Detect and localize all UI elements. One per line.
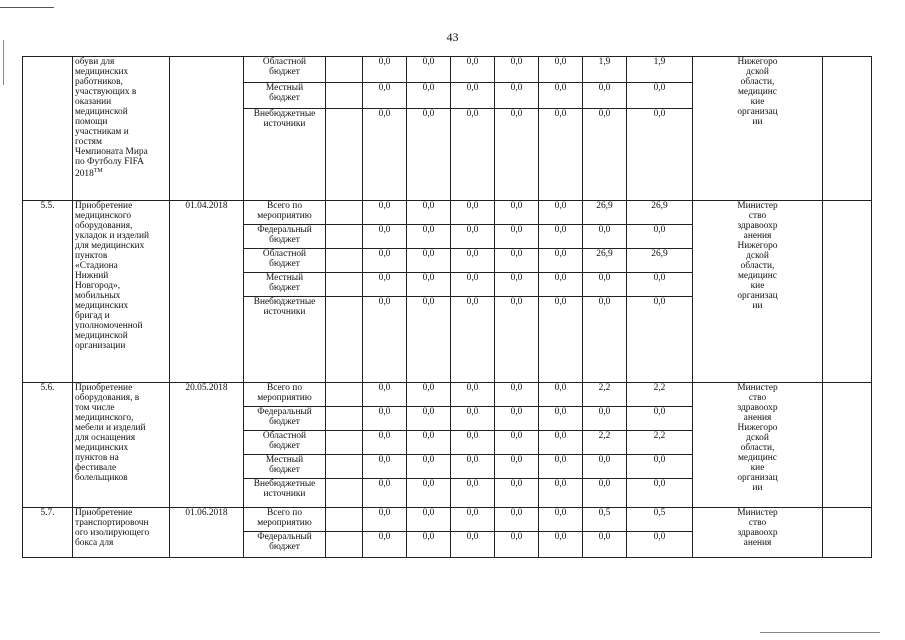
- empty-cell: [326, 508, 363, 532]
- activity-name: [73, 383, 170, 508]
- amount-cell: 0,0: [495, 431, 539, 455]
- amount-cell: 0,0: [407, 431, 451, 455]
- amount-cell: 0,0: [495, 83, 539, 109]
- amount-cell: 2,2: [627, 383, 693, 407]
- amount-cell: 0,0: [451, 431, 495, 455]
- amount-cell: 0,0: [407, 83, 451, 109]
- amount-cell: 26,9: [583, 249, 627, 273]
- table-row: [23, 508, 872, 532]
- amount-cell: 0,0: [407, 297, 451, 383]
- amount-cell: 0,0: [495, 407, 539, 431]
- amount-cell: 0,0: [407, 479, 451, 508]
- amount-cell: 0,0: [451, 508, 495, 532]
- amount-cell: 0,0: [495, 532, 539, 558]
- amount-cell: 0,0: [583, 407, 627, 431]
- amount-cell: 0,0: [363, 57, 407, 83]
- empty-cell: [326, 83, 363, 109]
- amount-cell: 0,0: [451, 57, 495, 83]
- funding-source: Областной бюджет: [244, 249, 326, 273]
- amount-cell: 0,0: [407, 225, 451, 249]
- amount-cell: 0,0: [407, 383, 451, 407]
- activity-date: 20.05.2018: [170, 383, 244, 508]
- amount-cell: 0,0: [539, 57, 583, 83]
- activity-name-text: Приобретение оборудования, в том числе медицинского, мебели и изделий для оснащения медицинских пунктов на фестивале болельщиков: [75, 383, 146, 483]
- funding-source: Федеральный бюджет: [244, 225, 326, 249]
- empty-cell: [326, 201, 363, 225]
- activity-number: [23, 57, 73, 201]
- amount-cell: 0,0: [627, 532, 693, 558]
- amount-cell: 26,9: [627, 249, 693, 273]
- amount-cell: 0,0: [627, 455, 693, 479]
- table-row: [23, 383, 872, 407]
- amount-cell: 0,0: [627, 83, 693, 109]
- amount-cell: 1,9: [627, 57, 693, 83]
- amount-cell: 0,0: [363, 383, 407, 407]
- notes-cell: [823, 508, 872, 558]
- amount-cell: 0,0: [539, 201, 583, 225]
- amount-cell: 0,0: [539, 431, 583, 455]
- amount-cell: 0,0: [627, 225, 693, 249]
- empty-cell: [326, 383, 363, 407]
- amount-cell: 0,0: [495, 57, 539, 83]
- amount-cell: 0,0: [539, 249, 583, 273]
- funding-source: Внебюджетные источники: [244, 479, 326, 508]
- amount-cell: 0,0: [363, 455, 407, 479]
- activity-name: [73, 57, 170, 201]
- activity-date: 01.04.2018: [170, 201, 244, 383]
- table-row: [23, 201, 872, 225]
- amount-cell: 0,0: [583, 109, 627, 201]
- amount-cell: 0,0: [539, 273, 583, 297]
- amount-cell: 0,0: [407, 532, 451, 558]
- funding-source: Местный бюджет: [244, 455, 326, 479]
- amount-cell: 0,0: [407, 455, 451, 479]
- activity-date: 01.06.2018: [170, 508, 244, 558]
- executor: Нижегоро дской области, медицинс кие организац ии: [693, 57, 823, 201]
- amount-cell: 0,0: [363, 83, 407, 109]
- trademark-sup: TM: [93, 167, 103, 174]
- amount-cell: 0,0: [451, 201, 495, 225]
- amount-cell: 0,0: [627, 297, 693, 383]
- empty-cell: [326, 455, 363, 479]
- notes-cell: [823, 57, 872, 201]
- amount-cell: 0,0: [495, 225, 539, 249]
- activity-number: 5.7.: [23, 508, 73, 558]
- amount-cell: 0,5: [583, 508, 627, 532]
- amount-cell: 0,0: [407, 109, 451, 201]
- notes-cell: [823, 201, 872, 383]
- amount-cell: 0,0: [539, 383, 583, 407]
- funding-source: Всего по мероприятию: [244, 508, 326, 532]
- amount-cell: 0,0: [583, 225, 627, 249]
- amount-cell: 0,0: [451, 225, 495, 249]
- amount-cell: 0,0: [495, 383, 539, 407]
- amount-cell: 0,0: [363, 431, 407, 455]
- amount-cell: 0,0: [495, 479, 539, 508]
- empty-cell: [326, 249, 363, 273]
- funding-source: Всего по мероприятию: [244, 201, 326, 225]
- activities-table: [22, 56, 872, 558]
- amount-cell: 0,0: [451, 479, 495, 508]
- amount-cell: 0,0: [539, 532, 583, 558]
- activity-name: [73, 508, 170, 558]
- amount-cell: 0,0: [363, 297, 407, 383]
- amount-cell: 0,0: [495, 201, 539, 225]
- amount-cell: 0,0: [583, 479, 627, 508]
- empty-cell: [326, 479, 363, 508]
- amount-cell: 0,0: [627, 479, 693, 508]
- amount-cell: 0,0: [539, 508, 583, 532]
- amount-cell: 2,2: [627, 431, 693, 455]
- amount-cell: 0,0: [583, 273, 627, 297]
- empty-cell: [326, 109, 363, 201]
- amount-cell: 0,0: [363, 201, 407, 225]
- activity-name-text: Приобретение медицинского оборудования, укладок и изделий для медицинских пунктов «Стадиона Нижний Новгород», мобильных медицинских бригад и уполномоченной медицинской организации: [75, 201, 149, 351]
- activity-name-text: обуви для медицинских работников, участвующих в оказании медицинской помощи участникам и гостям Чемпионата Мира по Футболу FIFA 2018: [75, 57, 148, 179]
- amount-cell: 0,0: [583, 455, 627, 479]
- scan-edge-mark: [3, 40, 4, 85]
- amount-cell: 0,0: [451, 109, 495, 201]
- funding-source: Областной бюджет: [244, 431, 326, 455]
- funding-source: Всего по мероприятию: [244, 383, 326, 407]
- amount-cell: 0,0: [539, 109, 583, 201]
- funding-source: Внебюджетные источники: [244, 109, 326, 201]
- table-row: [23, 57, 872, 83]
- empty-cell: [326, 297, 363, 383]
- page-number: 43: [446, 30, 459, 44]
- amount-cell: 0,0: [451, 83, 495, 109]
- amount-cell: 0,0: [407, 201, 451, 225]
- amount-cell: 0,0: [495, 249, 539, 273]
- empty-cell: [326, 225, 363, 249]
- funding-source: Федеральный бюджет: [244, 532, 326, 558]
- amount-cell: 0,0: [363, 109, 407, 201]
- amount-cell: 26,9: [627, 201, 693, 225]
- amount-cell: 0,0: [539, 479, 583, 508]
- amount-cell: 0,0: [363, 508, 407, 532]
- activity-name-text: Приобретение транспортировочн ого изолирующего бокса для: [75, 508, 150, 548]
- executor: Министер ство здравоохр анения Нижегоро дской области, медицинс кие организац ии: [693, 201, 823, 383]
- amount-cell: 0,0: [539, 83, 583, 109]
- amount-cell: 0,0: [583, 532, 627, 558]
- funding-source: Местный бюджет: [244, 273, 326, 297]
- empty-cell: [326, 273, 363, 297]
- empty-cell: [326, 407, 363, 431]
- amount-cell: 0,0: [363, 407, 407, 431]
- amount-cell: 0,0: [407, 249, 451, 273]
- amount-cell: 0,0: [539, 407, 583, 431]
- amount-cell: 0,0: [407, 407, 451, 431]
- activity-number: 5.6.: [23, 383, 73, 508]
- amount-cell: 0,0: [539, 225, 583, 249]
- funding-source: Федеральный бюджет: [244, 407, 326, 431]
- amount-cell: 0,0: [627, 109, 693, 201]
- funding-source: Областной бюджет: [244, 57, 326, 83]
- amount-cell: 0,0: [495, 455, 539, 479]
- amount-cell: 0,5: [627, 508, 693, 532]
- amount-cell: 0,0: [363, 532, 407, 558]
- amount-cell: 0,0: [495, 508, 539, 532]
- executor: Министер ство здравоохр анения: [693, 508, 823, 558]
- amount-cell: 0,0: [451, 297, 495, 383]
- amount-cell: 0,0: [363, 249, 407, 273]
- amount-cell: 0,0: [539, 297, 583, 383]
- amount-cell: 0,0: [627, 407, 693, 431]
- empty-cell: [326, 57, 363, 83]
- amount-cell: 0,0: [583, 297, 627, 383]
- amount-cell: 0,0: [451, 383, 495, 407]
- amount-cell: 0,0: [539, 455, 583, 479]
- amount-cell: 0,0: [363, 225, 407, 249]
- amount-cell: 0,0: [451, 532, 495, 558]
- amount-cell: 0,0: [583, 83, 627, 109]
- executor: Министер ство здравоохр анения Нижегоро дской области, медицинс кие организац ии: [693, 383, 823, 508]
- activity-name: [73, 201, 170, 383]
- empty-cell: [326, 431, 363, 455]
- amount-cell: 0,0: [451, 407, 495, 431]
- amount-cell: 0,0: [407, 508, 451, 532]
- amount-cell: 2,2: [583, 383, 627, 407]
- amount-cell: 0,0: [363, 273, 407, 297]
- amount-cell: 0,0: [407, 57, 451, 83]
- activity-number: 5.5.: [23, 201, 73, 383]
- scan-edge-mark: [0, 7, 54, 8]
- amount-cell: 0,0: [451, 455, 495, 479]
- amount-cell: 0,0: [495, 297, 539, 383]
- funding-source: Местный бюджет: [244, 83, 326, 109]
- amount-cell: 0,0: [627, 273, 693, 297]
- amount-cell: 0,0: [407, 273, 451, 297]
- funding-source: Внебюджетные источники: [244, 297, 326, 383]
- amount-cell: 26,9: [583, 201, 627, 225]
- amount-cell: 2,2: [583, 431, 627, 455]
- amount-cell: 0,0: [451, 249, 495, 273]
- amount-cell: 0,0: [451, 273, 495, 297]
- notes-cell: [823, 383, 872, 508]
- activity-date: [170, 57, 244, 201]
- amount-cell: 0,0: [495, 109, 539, 201]
- amount-cell: 0,0: [363, 479, 407, 508]
- empty-cell: [326, 532, 363, 558]
- amount-cell: 0,0: [495, 273, 539, 297]
- scan-edge-mark: [760, 632, 880, 633]
- amount-cell: 1,9: [583, 57, 627, 83]
